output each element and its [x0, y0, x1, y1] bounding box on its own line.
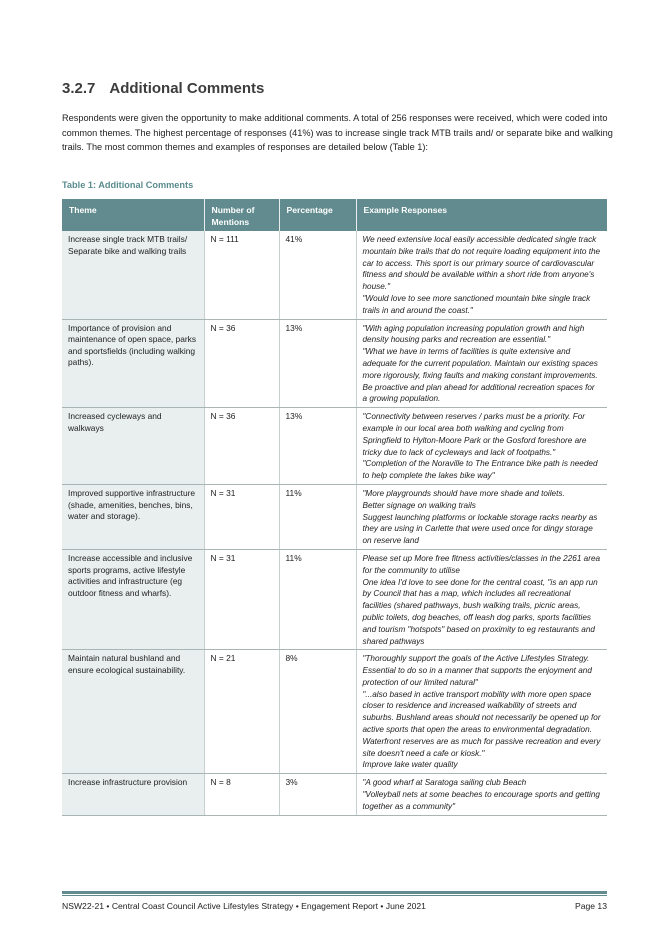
mentions-cell: N = 31	[204, 484, 279, 549]
mentions-cell: N = 111	[204, 231, 279, 319]
percentage-cell: 3%	[279, 774, 356, 815]
mentions-cell: N = 36	[204, 319, 279, 408]
examples-cell	[356, 484, 607, 549]
header-examples: Example Responses	[356, 199, 607, 231]
mentions-cell: N = 31	[204, 549, 279, 649]
examples-cell	[356, 408, 607, 485]
additional-comments-table	[62, 199, 607, 816]
table-row	[62, 774, 607, 815]
table-row	[62, 484, 607, 549]
footer-rule-thin	[62, 895, 607, 896]
example-response: "A good wharf at Saratoga sailing club Beach	[362, 778, 527, 788]
table-row	[62, 319, 607, 408]
example-response: One idea I'd love to see done for the central coast, "is an app run by Council that has a map, which includes all recreational facilities (shared pathways, bush walking trails, picnic areas, public toilets, dog beaches, off leash dog parks, sports facilities and tourism "hotspots" based on proximity to eg restaurants and shared pathways	[362, 577, 598, 646]
example-response: Please set up More free fitness activities/classes in the 2261 area for the community to utilise	[362, 553, 601, 575]
example-response: "Completion of the Noraville to The Entrance bike path is needed to help complete the lakes bike way"	[362, 459, 598, 481]
mentions-cell: N = 8	[204, 774, 279, 815]
example-response: Better signage on walking trails	[362, 500, 476, 510]
table-body	[62, 231, 607, 815]
footer-text: NSW22-21 • Central Coast Council Active Lifestyles Strategy • Engagement Report • June 2021	[62, 901, 426, 911]
example-response: "Thoroughly support the goals of the Active Lifestyles Strategy. Essential to do so in a manner that supports the enjoyment and protection of our limited natural"	[362, 654, 592, 687]
example-response: Improve lake water quality	[362, 760, 458, 770]
percentage-cell: 11%	[279, 484, 356, 549]
section-title: Additional Comments	[109, 80, 265, 97]
examples-cell	[356, 774, 607, 815]
percentage-cell: 11%	[279, 549, 356, 649]
table-row	[62, 408, 607, 485]
theme-cell: Increase infrastructure provision	[62, 774, 204, 815]
table-row	[62, 549, 607, 649]
example-response: "...also based in active transport mobility with more open space closer to residence and increased walkability of streets and suburbs. Bushland areas should not necessarily be opened up for active sports that open the areas to environmental degradation. Waterfront reserves are as much for passive recreation and every site doesn't need a cafe or kiosk."	[362, 689, 601, 758]
theme-cell: Improved supportive infrastructure (shade, amenities, benches, bins, water and storage).	[62, 484, 204, 549]
percentage-cell: 8%	[279, 650, 356, 774]
example-response: "Would love to see more sanctioned mountain bike single track trails in and around the coast."	[362, 293, 591, 315]
examples-cell	[356, 549, 607, 649]
section-heading	[62, 80, 264, 97]
example-response: Suggest launching platforms or lockable storage racks nearby as they are using in Carlette that were used once for dingy storage on reserve land	[362, 512, 598, 546]
table-row	[62, 650, 607, 774]
theme-cell: Increase accessible and inclusive sports programs, active lifestyle activities and infrastructure (eg outdoor fitness and wharfs).	[62, 549, 204, 649]
theme-cell: Increase single track MTB trails/ Separate bike and walking trails	[62, 231, 204, 319]
examples-cell	[356, 231, 607, 319]
table-header-row	[62, 199, 607, 231]
intro-paragraph: Respondents were given the opportunity to make additional comments. A total of 256 responses were received, which were coded into common themes. The highest percentage of responses (41%) was to increase single track MTB trails and/ or separate bike and walking trails. The most common themes and examples of responses are detailed below (Table 1):	[62, 113, 613, 153]
percentage-cell: 13%	[279, 408, 356, 485]
mentions-cell: N = 36	[204, 408, 279, 485]
theme-cell: Maintain natural bushland and ensure ecological sustainability.	[62, 650, 204, 774]
table-caption: Table 1: Additional Comments	[62, 180, 194, 190]
examples-cell	[356, 319, 607, 408]
example-response: "More playgrounds should have more shade and toilets.	[362, 488, 565, 498]
theme-cell: Increased cycleways and walkways	[62, 408, 204, 485]
page-number: Page 13	[574, 901, 607, 911]
examples-cell	[356, 650, 607, 774]
header-percentage: Percentage	[279, 199, 356, 231]
table-row	[62, 231, 607, 319]
percentage-cell: 41%	[279, 231, 356, 319]
header-theme: Theme	[62, 199, 204, 231]
header-mentions: Number of Mentions	[204, 199, 279, 231]
example-response: We need extensive local easily accessible dedicated single track mountain bike trails that do not require loading equipment into the car to access. This sport is our primary source of cardiovascular fitness and should be available within a short ride from anyone's house."	[362, 235, 601, 292]
example-response: "Volleyball nets at some beaches to encourage sports and getting together as a community"	[362, 790, 600, 811]
section-number: 3.2.7	[62, 80, 96, 97]
percentage-cell: 13%	[279, 319, 356, 408]
theme-cell: Importance of provision and maintenance of open space, parks and sportsfields (including walking paths).	[62, 319, 204, 408]
mentions-cell: N = 21	[204, 650, 279, 774]
example-response: "With aging population increasing population growth and high density housing parks and recreation are essential."	[362, 323, 585, 345]
footer-rule	[62, 891, 607, 894]
example-response: "What we have in terms of facilities is quite extensive and adequate for the current population. Maintain our existing spaces more rigorously, fixing faults and making constant improvements. Be proactive and plan ahead for additional recreation spaces for a growing population.	[362, 347, 598, 404]
example-response: "Connectivity between reserves / parks must be a priority. For example in our local area both walking and cycling from Springfield to Hylton-Moore Park or the Gosford foreshore are tricky due to lack of cycleways and lack of footpaths."	[362, 412, 587, 457]
